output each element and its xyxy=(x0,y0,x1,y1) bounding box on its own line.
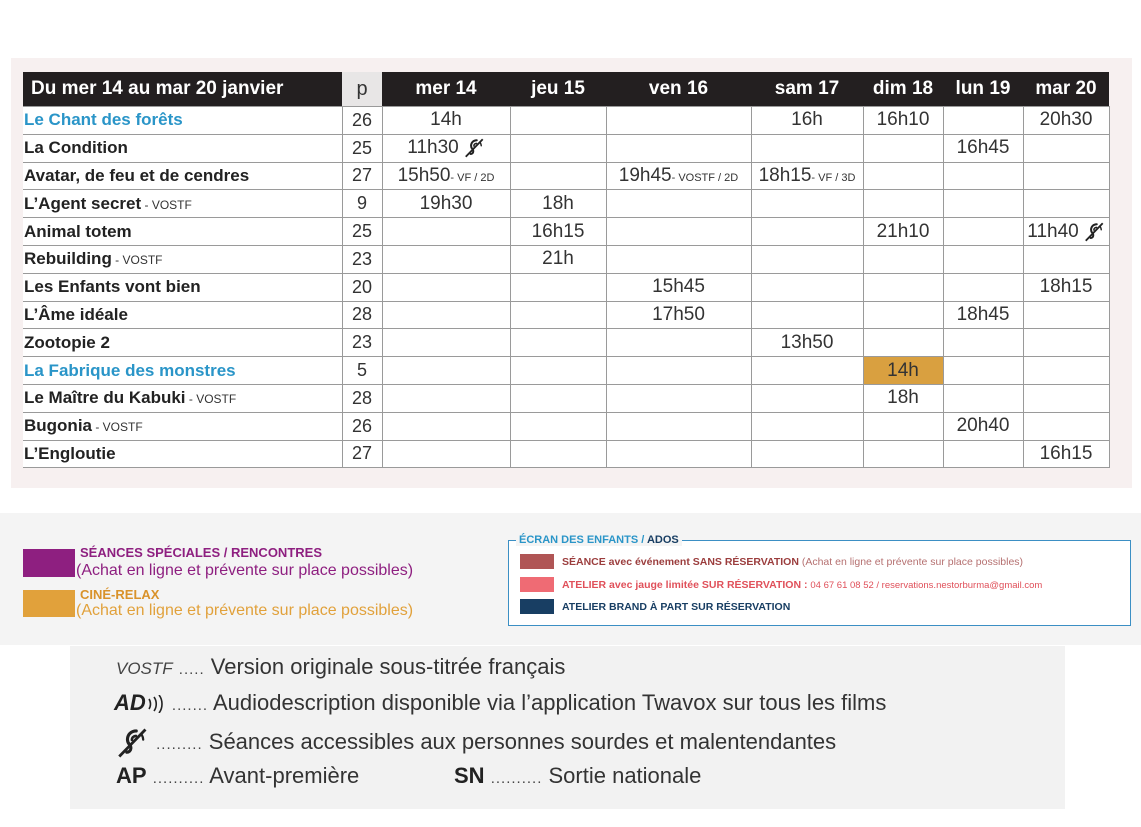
period-heading: Du mer 14 au mar 20 janvier xyxy=(23,72,342,107)
special-title: SÉANCES SPÉCIALES / RENCONTRES xyxy=(80,545,322,560)
vostf-tag: - VOSTF xyxy=(185,392,237,407)
film-title[interactable]: L’Engloutie xyxy=(23,440,342,468)
note-sn: SN .......... Sortie nationale xyxy=(454,763,702,788)
showtime: 18h xyxy=(510,190,606,218)
vostf-tag: - VOSTF xyxy=(111,253,163,268)
showtime: 18h15 xyxy=(1023,273,1109,301)
film-row xyxy=(23,440,1109,468)
schedule-table xyxy=(23,72,1110,468)
day-heading: lun 19 xyxy=(943,72,1023,107)
showtime-empty xyxy=(510,301,606,329)
hearing-impaired-icon xyxy=(463,137,485,159)
film-title[interactable]: Le Maître du Kabuki - VOSTF xyxy=(23,384,342,412)
format-label: - VF / 2D xyxy=(450,171,495,184)
showtime-empty xyxy=(943,273,1023,301)
showtime: 18h45 xyxy=(943,301,1023,329)
showtime-empty xyxy=(1023,162,1109,190)
film-title[interactable]: La Fabrique des monstres xyxy=(23,357,342,385)
note-ap: AP .......... Avant-première xyxy=(116,763,360,788)
showtime-empty xyxy=(943,190,1023,218)
showtime-cine-relax: 14h xyxy=(863,357,943,385)
showtime-empty xyxy=(606,440,751,468)
showtime-empty xyxy=(751,301,863,329)
day-heading: ven 16 xyxy=(606,72,751,107)
showtime: 21h10 xyxy=(863,218,943,246)
film-row xyxy=(23,107,1109,135)
schedule-header-row xyxy=(23,72,1109,107)
showtime-empty xyxy=(382,357,510,385)
showtime: 13h50 xyxy=(751,329,863,357)
note-vostf: VOSTF ..... Version originale sous-titrée français xyxy=(116,654,566,679)
showtime-empty xyxy=(382,218,510,246)
showtime-empty xyxy=(382,440,510,468)
showtime-empty xyxy=(382,273,510,301)
film-page: 28 xyxy=(342,384,382,412)
showtime-empty xyxy=(510,162,606,190)
showtime-empty xyxy=(510,384,606,412)
film-page: 26 xyxy=(342,412,382,440)
showtime: 19h30 xyxy=(382,190,510,218)
showtime-empty xyxy=(1023,301,1109,329)
showtime-empty xyxy=(863,134,943,162)
film-title[interactable]: La Condition xyxy=(23,134,342,162)
film-title[interactable]: Animal totem xyxy=(23,218,342,246)
showtime-empty xyxy=(863,440,943,468)
showtime: 11h30 xyxy=(382,134,510,162)
showtime: 16h15 xyxy=(510,218,606,246)
relax-title: CINÉ-RELAX xyxy=(80,587,160,602)
day-heading: mar 20 xyxy=(1023,72,1109,107)
film-page: 28 xyxy=(342,301,382,329)
film-title[interactable]: L’Âme idéale xyxy=(23,301,342,329)
showtime-empty xyxy=(382,301,510,329)
kids-brand-swatch xyxy=(520,599,554,614)
film-title[interactable]: L’Agent secret - VOSTF xyxy=(23,190,342,218)
showtime-empty xyxy=(606,384,751,412)
film-page: 26 xyxy=(342,107,382,135)
schedule-panel xyxy=(11,58,1132,488)
showtime: 16h15 xyxy=(1023,440,1109,468)
kids-brand-text: ATELIER BRAND À PART SUR RÉSERVATION xyxy=(562,601,791,613)
showtime: 19h45- VOSTF / 2D xyxy=(606,162,751,190)
showtime: 20h30 xyxy=(1023,107,1109,135)
showtime-empty xyxy=(943,218,1023,246)
showtime: 16h45 xyxy=(943,134,1023,162)
film-row xyxy=(23,162,1109,190)
film-title[interactable]: Rebuilding - VOSTF xyxy=(23,245,342,273)
film-title[interactable]: Bugonia - VOSTF xyxy=(23,412,342,440)
kids-event-swatch xyxy=(520,554,554,569)
showtime-empty xyxy=(1023,412,1109,440)
note-ad: AD ....... Audiodescription disponible via l’application Twavox sur tous les films xyxy=(114,690,887,715)
showtime-empty xyxy=(606,329,751,357)
showtime-empty xyxy=(382,412,510,440)
showtime-empty xyxy=(751,134,863,162)
film-row xyxy=(23,329,1109,357)
showtime: 20h40 xyxy=(943,412,1023,440)
day-heading: dim 18 xyxy=(863,72,943,107)
showtime: 18h15- VF / 3D xyxy=(751,162,863,190)
showtime-empty xyxy=(606,107,751,135)
special-swatch xyxy=(23,549,75,577)
showtime-empty xyxy=(751,412,863,440)
kids-event-text: SÉANCE avec événement SANS RÉSERVATION (Achat en ligne et prévente sur place possibles) xyxy=(562,556,1024,568)
film-row xyxy=(23,384,1109,412)
showtime-empty xyxy=(943,107,1023,135)
film-page: 23 xyxy=(342,329,382,357)
showtime-empty xyxy=(510,412,606,440)
vostf-tag: - VOSTF xyxy=(141,197,192,212)
showtime-empty xyxy=(863,162,943,190)
film-title[interactable]: Avatar, de feu et de cendres xyxy=(23,162,342,190)
showtime: 14h xyxy=(382,107,510,135)
showtime-empty xyxy=(1023,357,1109,385)
film-page: 27 xyxy=(342,162,382,190)
film-title[interactable]: Zootopie 2 xyxy=(23,329,342,357)
film-row xyxy=(23,273,1109,301)
kids-legend-label: ÉCRAN DES ENFANTS / ADOS xyxy=(516,534,682,546)
showtime-empty xyxy=(1023,329,1109,357)
showtime-empty xyxy=(751,357,863,385)
showtime-empty xyxy=(863,301,943,329)
showtime-empty xyxy=(606,190,751,218)
day-heading: sam 17 xyxy=(751,72,863,107)
showtime-empty xyxy=(606,218,751,246)
format-label: - VOSTF / 2D xyxy=(671,171,739,184)
showtime-empty xyxy=(751,218,863,246)
showtime-empty xyxy=(382,329,510,357)
note-deaf: ......... Séances accessibles aux personnes sourdes et malentendantes xyxy=(114,726,836,760)
showtime-empty xyxy=(606,357,751,385)
film-title[interactable]: Le Chant des forêts xyxy=(23,107,342,135)
film-page: 25 xyxy=(342,134,382,162)
audio-waves-icon xyxy=(146,695,166,713)
showtime-empty xyxy=(606,134,751,162)
day-heading: jeu 15 xyxy=(510,72,606,107)
hearing-impaired-icon xyxy=(114,726,150,760)
showtime-empty xyxy=(943,245,1023,273)
showtime-empty xyxy=(1023,245,1109,273)
film-row xyxy=(23,245,1109,273)
showtime-empty xyxy=(863,273,943,301)
showtime-empty xyxy=(751,384,863,412)
showtime-empty xyxy=(1023,134,1109,162)
showtime: 11h40 xyxy=(1023,218,1109,246)
vostf-tag: - VOSTF xyxy=(92,420,143,435)
film-title[interactable]: Les Enfants vont bien xyxy=(23,273,342,301)
showtime: 17h50 xyxy=(606,301,751,329)
showtime-empty xyxy=(751,273,863,301)
film-row xyxy=(23,134,1109,162)
kids-workshop-text: ATELIER avec jauge limitée SUR RÉSERVATION : 04 67 61 08 52 / reservations.nestorburma@gmail.com xyxy=(562,579,1043,591)
showtime-empty xyxy=(943,440,1023,468)
showtime-empty xyxy=(943,384,1023,412)
showtime-empty xyxy=(510,329,606,357)
showtime-empty xyxy=(510,357,606,385)
showtime-empty xyxy=(606,245,751,273)
film-row xyxy=(23,301,1109,329)
film-page: 9 xyxy=(342,190,382,218)
showtime-empty xyxy=(382,245,510,273)
showtime: 21h xyxy=(510,245,606,273)
film-row xyxy=(23,218,1109,246)
showtime-empty xyxy=(863,245,943,273)
film-page: 27 xyxy=(342,440,382,468)
relax-subtitle: (Achat en ligne et prévente sur place possibles) xyxy=(76,602,414,619)
showtime: 16h xyxy=(751,107,863,135)
showtime: 15h50- VF / 2D xyxy=(382,162,510,190)
hearing-impaired-icon xyxy=(1083,221,1105,243)
showtime-empty xyxy=(382,384,510,412)
film-page: 5 xyxy=(342,357,382,385)
showtime-empty xyxy=(510,440,606,468)
showtime-empty xyxy=(751,440,863,468)
relax-swatch xyxy=(23,590,75,617)
special-subtitle: (Achat en ligne et prévente sur place possibles) xyxy=(76,562,414,579)
showtime-empty xyxy=(606,412,751,440)
showtime-empty xyxy=(1023,384,1109,412)
film-row xyxy=(23,412,1109,440)
showtime-empty xyxy=(863,412,943,440)
page-column-heading: p xyxy=(342,72,382,107)
showtime-empty xyxy=(863,329,943,357)
showtime: 15h45 xyxy=(606,273,751,301)
showtime-empty xyxy=(751,245,863,273)
showtime-empty xyxy=(751,190,863,218)
showtime-empty xyxy=(510,134,606,162)
showtime: 18h xyxy=(863,384,943,412)
day-heading: mer 14 xyxy=(382,72,510,107)
film-page: 23 xyxy=(342,245,382,273)
showtime-empty xyxy=(1023,190,1109,218)
film-row xyxy=(23,357,1109,385)
format-label: - VF / 3D xyxy=(811,171,856,184)
kids-workshop-swatch xyxy=(520,577,554,592)
showtime-empty xyxy=(943,357,1023,385)
showtime-empty xyxy=(510,107,606,135)
showtime-empty xyxy=(943,162,1023,190)
showtime-empty xyxy=(943,329,1023,357)
film-row xyxy=(23,190,1109,218)
showtime: 16h10 xyxy=(863,107,943,135)
showtime-empty xyxy=(510,273,606,301)
film-page: 25 xyxy=(342,218,382,246)
showtime-empty xyxy=(863,190,943,218)
film-page: 20 xyxy=(342,273,382,301)
